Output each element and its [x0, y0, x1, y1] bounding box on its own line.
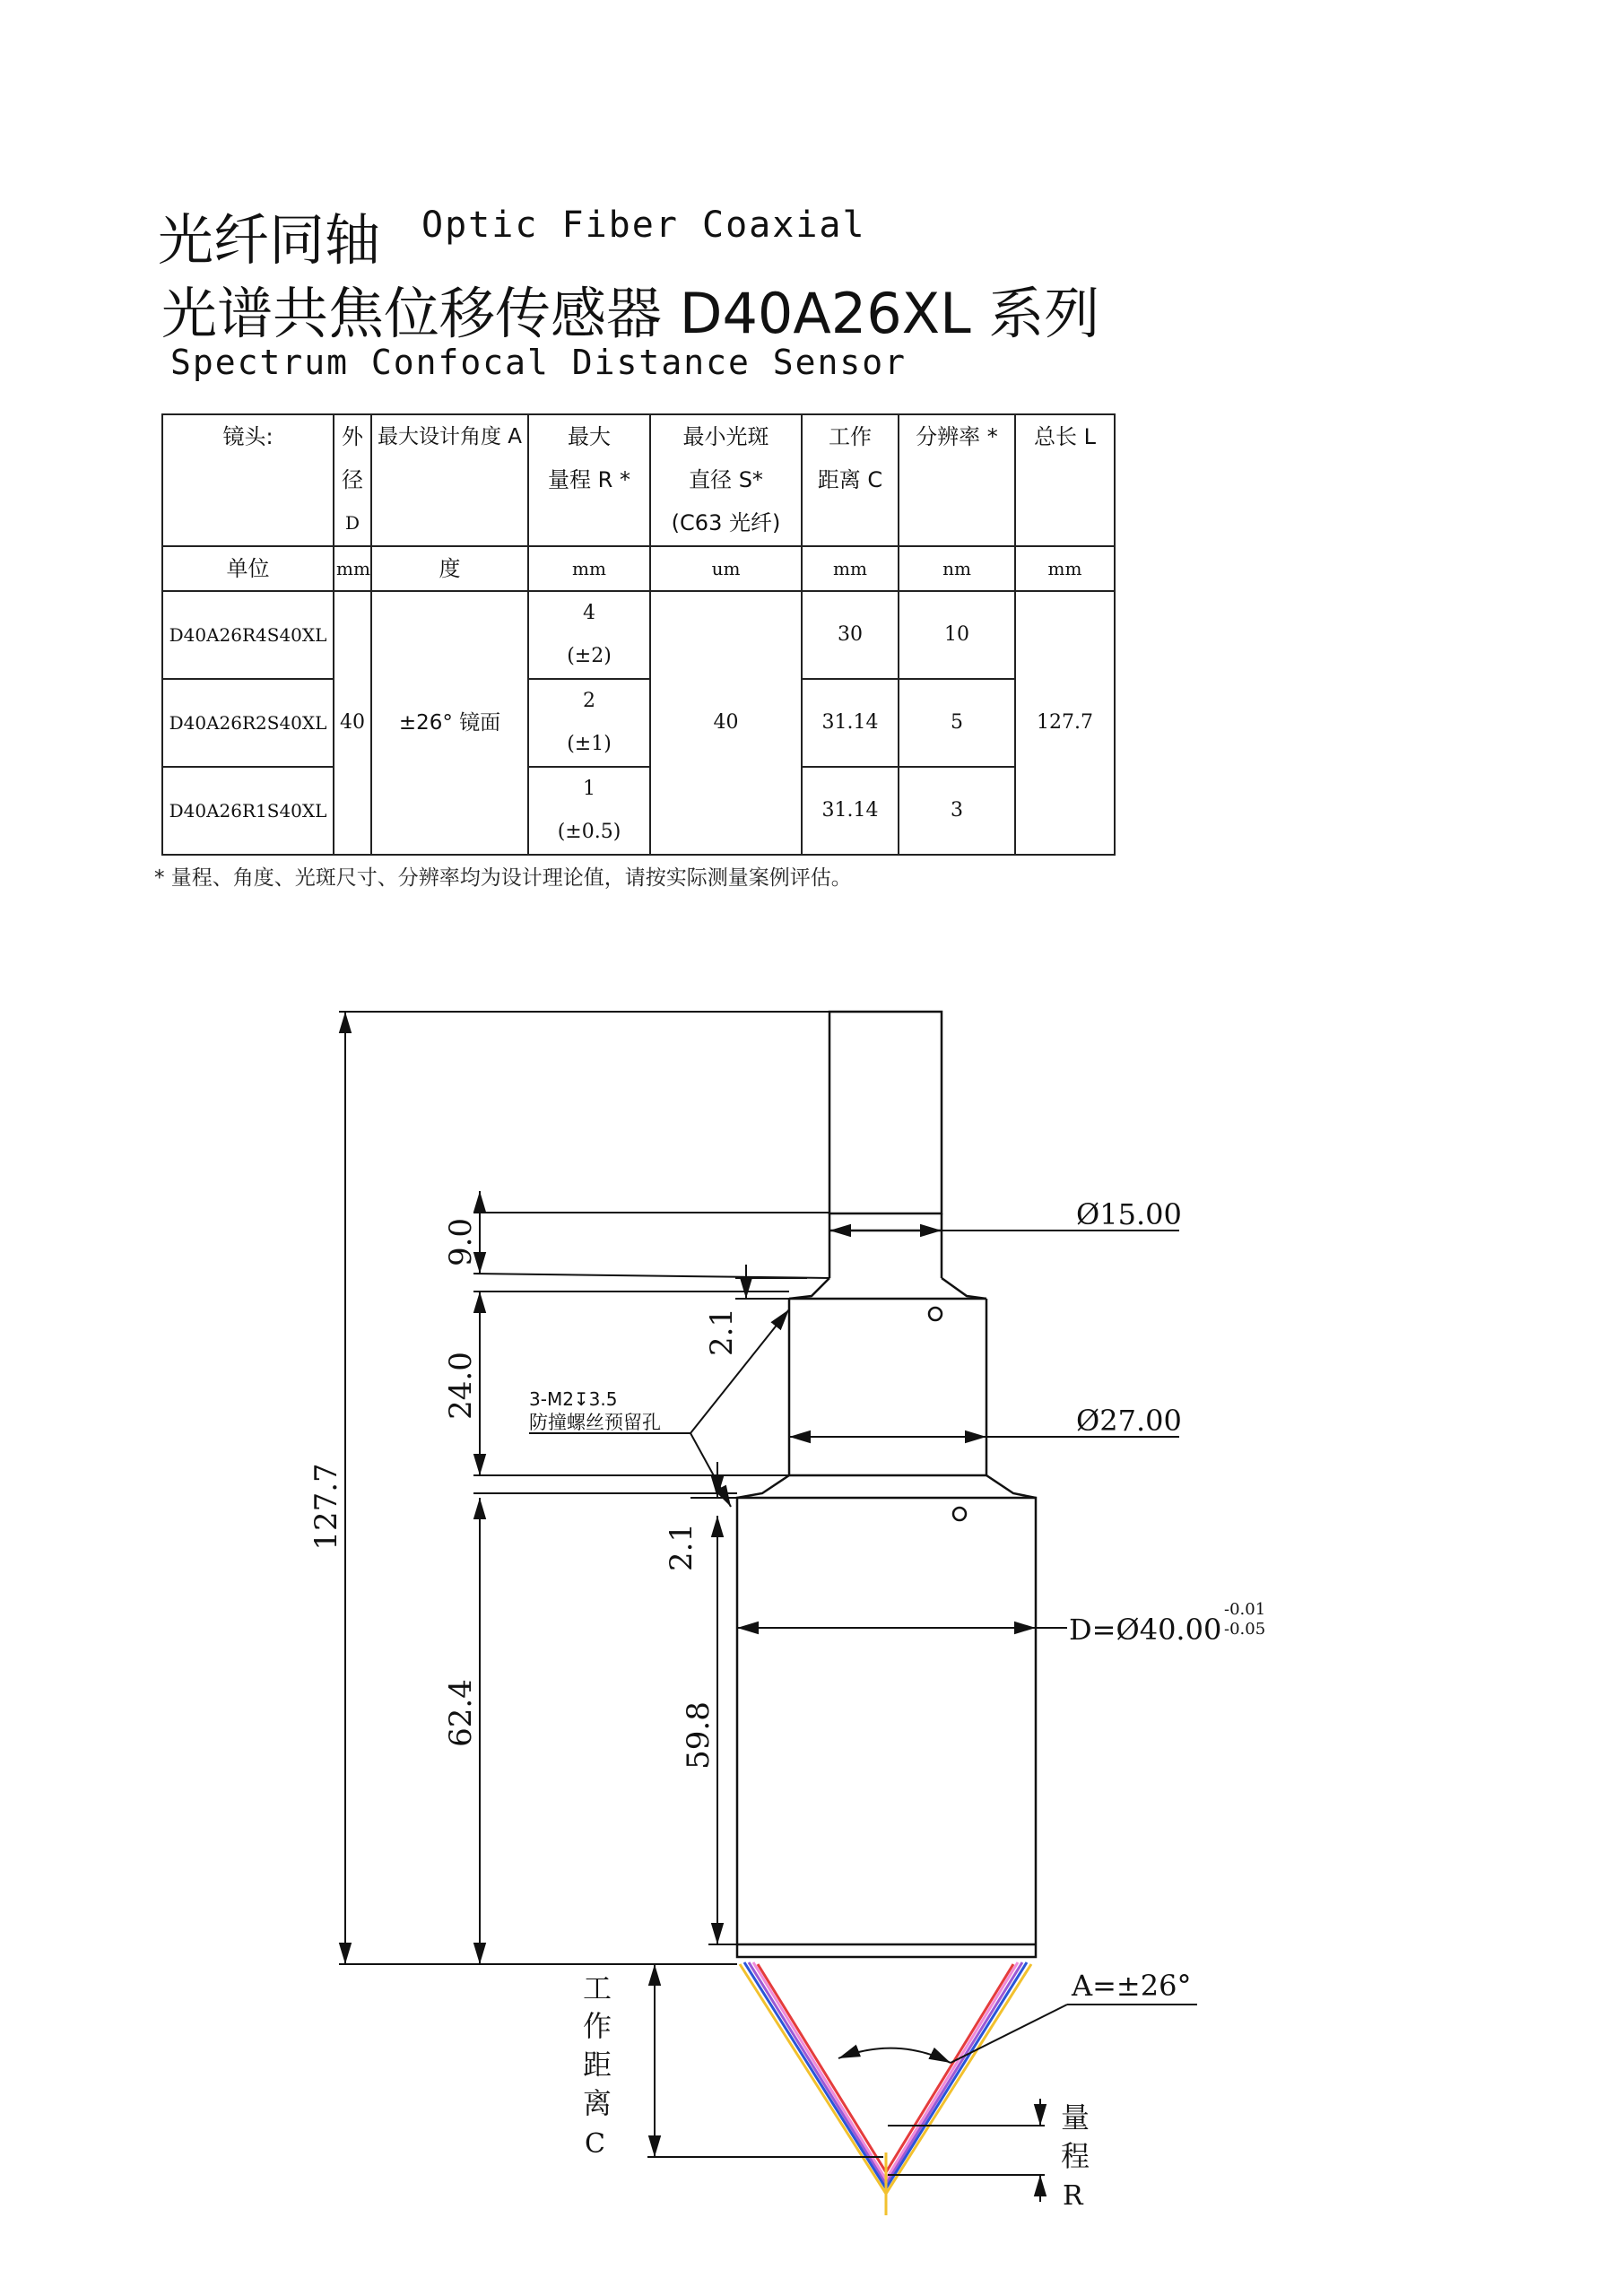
dim-59: 59.8: [681, 1701, 716, 1770]
header-length: 总长 L: [1015, 414, 1115, 546]
dim-angle: A=±26°: [1072, 1969, 1192, 2003]
res-cell: 3: [899, 767, 1015, 855]
length-cell: 127.7: [1015, 591, 1115, 855]
wd-cell: 31.14: [802, 767, 899, 855]
unit-angle: 度: [371, 546, 528, 591]
fiber-tube: [829, 1012, 942, 1213]
upper-body: [789, 1299, 986, 1475]
dim-d15: Ø15.00: [1076, 1197, 1182, 1231]
header-lens: 镜头:: [162, 414, 334, 546]
range-cell: 1 (±0.5): [528, 767, 650, 855]
hole-note-1: 3-M2↧3.5: [529, 1388, 618, 1410]
wd-label-4: 离: [583, 2086, 612, 2120]
header-resolution: 分辨率 *: [899, 414, 1015, 546]
hole-note-2: 防撞螺丝预留孔: [529, 1412, 661, 1433]
header-spot: 最小光斑 直径 S* (C63 光纤): [650, 414, 802, 546]
dim-tol-down: -0.05: [1224, 1620, 1266, 1639]
unit-spot: um: [650, 546, 802, 591]
title-line2: 光谱共焦位移传感器 D40A26XL 系列: [161, 281, 1100, 346]
dim-d40: D=Ø40.00: [1069, 1613, 1222, 1647]
unit-res: nm: [899, 546, 1015, 591]
unit-range: mm: [528, 546, 650, 591]
wd-label-3: 距: [583, 2048, 612, 2082]
dim-21-lower: 2.1: [664, 1522, 699, 1572]
header-range: 最大 量程 R *: [528, 414, 650, 546]
wd-cell: 30: [802, 591, 899, 679]
dim-total: 127.7: [308, 1463, 344, 1551]
dim-d27: Ø27.00: [1076, 1404, 1182, 1438]
range-label-3: R: [1063, 2180, 1083, 2212]
wd-cell: 31.14: [802, 679, 899, 767]
header-angle: 最大设计角度 A: [371, 414, 528, 546]
range-label-2: 程: [1061, 2139, 1090, 2173]
title-line3: Spectrum Confocal Distance Sensor: [170, 343, 907, 382]
wd-label-2: 作: [583, 2009, 612, 2043]
wd-label-1: 工: [583, 1971, 612, 2005]
range-cell: 2 (±1): [528, 679, 650, 767]
angle-cell: ±26° 镜面: [371, 591, 528, 855]
title-line1-zh: 光纤同轴: [158, 207, 381, 273]
range-label-1: 量: [1061, 2100, 1090, 2135]
dim-24: 24.0: [443, 1352, 479, 1420]
res-cell: 5: [899, 679, 1015, 767]
dim-9: 9.0: [443, 1217, 479, 1267]
header-od: 外 径 D: [334, 414, 371, 546]
header-working-distance: 工作 距离 C: [802, 414, 899, 546]
unit-len: mm: [1015, 546, 1115, 591]
model-cell: D40A26R1S40XL: [162, 767, 334, 855]
model-cell: D40A26R2S40XL: [162, 679, 334, 767]
footnote: * 量程、角度、光斑尺寸、分辨率均为设计理论值，请按实际测量案例评估。: [154, 866, 852, 890]
model-cell: D40A26R4S40XL: [162, 591, 334, 679]
res-cell: 10: [899, 591, 1015, 679]
dim-21-upper: 2.1: [704, 1307, 740, 1357]
wd-label-5: C: [585, 2128, 605, 2160]
main-body: [737, 1498, 1036, 1957]
dim-62: 62.4: [443, 1679, 479, 1747]
od-cell: 40: [334, 591, 371, 855]
light-cone: [740, 1962, 1031, 2215]
spot-cell: 40: [650, 591, 802, 855]
dim-tol-up: -0.01: [1224, 1600, 1266, 1619]
units-label: 单位: [162, 546, 334, 591]
title-line1-en: Optic Fiber Coaxial: [421, 204, 866, 246]
unit-od: mm: [334, 546, 371, 591]
range-cell: 4 (±2): [528, 591, 650, 679]
unit-wd: mm: [802, 546, 899, 591]
